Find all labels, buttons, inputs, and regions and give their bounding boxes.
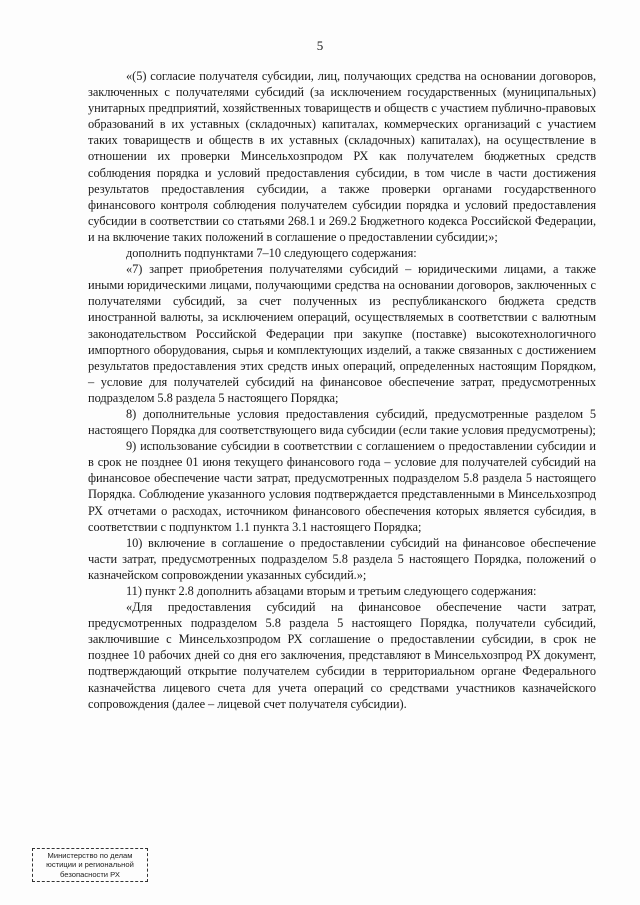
paragraph-item-11: 11) пункт 2.8 дополнить абзацами вторым и третьим следующего содержания:	[126, 584, 537, 598]
page-number: 5	[316, 38, 324, 53]
paragraph-item-7: «7) запрет приобретения получателями субсидий – юридическими лицами, а также иными юридическими лицами, получающими средства на основании договоров, заключенных с получателями субсидий, за счет полученных из республиканского бюджета средств иностранной валюты, за исключением операций, осуществляемых в соответствии с валютным законодательством Российской Федерации при закупке (поставке) высокотехнологичного импортного оборудования, сырья и комплектующих изделий, а также связанных с достижением результатов предоставления этих средств иных операций, определенных настоящим Порядком, – условие для получателей субсидий на финансовое обеспечение затрат, предусмотренных подразделом 5.8 раздела 5 настоящего Порядка;	[88, 262, 596, 405]
paragraph-subsidy-account: «Для предоставления субсидий на финансовое обеспечение части затрат, предусмотренных подразделом 5.8 раздела 5 настоящего Порядка, получатели субсидий, заключившие с Минсельхозпродом РХ соглашение о предоставлении субсидии, в срок не позднее 10 рабочих дней со дня его заключения, представляют в Минсельхозпрод РХ документ, подтверждающий открытие получателем субсидии в территориальном органе Федерального казначейства лицевого счета для учета операций со средствами участников казначейского сопровождения (далее – лицевой счет получателя субсидии).	[88, 600, 596, 711]
stamp-line: юстиции и региональной	[46, 860, 134, 870]
paragraph-consent-clause: «(5) согласие получателя субсидии, лиц, получающих средства на основании договоров, заключенных с получателями субсидий (за исключением государственных (муниципальных) унитарных предприятий, хозяйственных товариществ и обществ с участием публично-правовых образований в их уставных (складочных) капиталах, коммерческих организаций с участием таких товариществ и обществ в их уставных (складочных) капиталах), на осуществление в отношении их проверки Минсельхозпродом РХ как получателем бюджетных средств соблюдения порядка и условий предоставления субсидии, в том числе в части достижения результатов предоставления субсидии, а также проверки органами государственного финансового контроля соблюдения получателем субсидии порядка и условий предоставления субсидии в соответствии со статьями 268.1 и 269.2 Бюджетного кодекса Российской Федерации, и на включение таких положений в соглашение о предоставлении субсидии;»;	[88, 69, 596, 244]
stamp-line: Министерство по делам	[47, 851, 133, 860]
stamp-line: безопасности РХ	[60, 869, 120, 879]
paragraph-add-subitems: дополнить подпунктами 7–10 следующего содержания:	[126, 246, 417, 261]
document-body	[88, 68, 596, 712]
ministry-stamp	[32, 848, 148, 882]
paragraph-item-9: 9) использование субсидии в соответствии с соглашением о предоставлении субсидии и в срок не позднее 01 июня текущего финансового года – условие для получателей субсидий на финансовое обеспечение части затрат, предусмотренных подразделом 5.8 раздела 5 настоящего Порядка. Соблюдение указанного условия подтверждается представленными в Минсельхозпрод РХ отчетами о расходах, источником финансового обеспечения которых является субсидия, в соответствии с подпунктом 1.1 пункта 3.1 настоящего Порядка;	[88, 439, 596, 534]
paragraph-item-8: 8) дополнительные условия предоставления субсидий, предусмотренные разделом 5 настоящего Порядка для соответствующего вида субсидии (если такие условия предусмотрены);	[88, 406, 596, 438]
paragraph-item-10: 10) включение в соглашение о предоставлении субсидий на финансовое обеспечение части затрат, предусмотренных подразделом 5.8 раздела 5 настоящего Порядка, положений о казначейском сопровождении указанных субсидий.»;	[88, 535, 596, 582]
